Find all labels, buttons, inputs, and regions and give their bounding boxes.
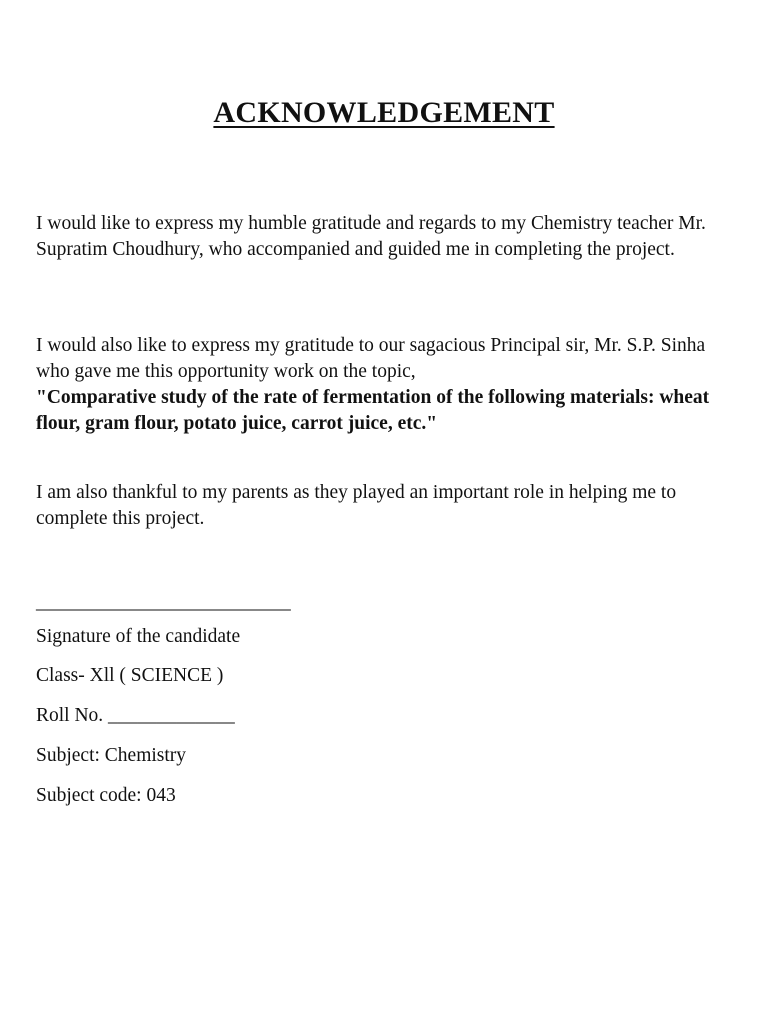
paragraph-principal-thanks bbox=[36, 333, 736, 437]
paragraph-parents-thanks: I am also thankful to my parents as they played an important role in helping me to complete this project. bbox=[36, 482, 677, 529]
class-line: Class- Xll ( SCIENCE ) bbox=[36, 665, 224, 686]
paragraph-principal-text: I would also like to express my gratitude to our sagacious Principal sir, Mr. S.P. Sinha who gave me this opportunity work on the topic, bbox=[36, 335, 706, 382]
subject-code-line: Subject code: 043 bbox=[36, 785, 176, 806]
roll-number-line: Roll No. _____________ bbox=[36, 705, 235, 726]
paragraph-teacher-thanks: I would like to express my humble gratitude and regards to my Chemistry teacher Mr. Supratim Choudhury, who accompanied and guided me in completing the project. bbox=[36, 213, 706, 260]
signature-label: Signature of the candidate bbox=[36, 626, 241, 647]
signature-line: _____________________________ bbox=[36, 592, 290, 613]
subject-line: Subject: Chemistry bbox=[36, 745, 187, 766]
document-title: ACKNOWLEDGEMENT bbox=[213, 96, 555, 129]
project-topic: "Comparative study of the rate of fermentation of the following materials: wheat flour, gram flour, potato juice, carrot juice, etc." bbox=[36, 387, 710, 434]
